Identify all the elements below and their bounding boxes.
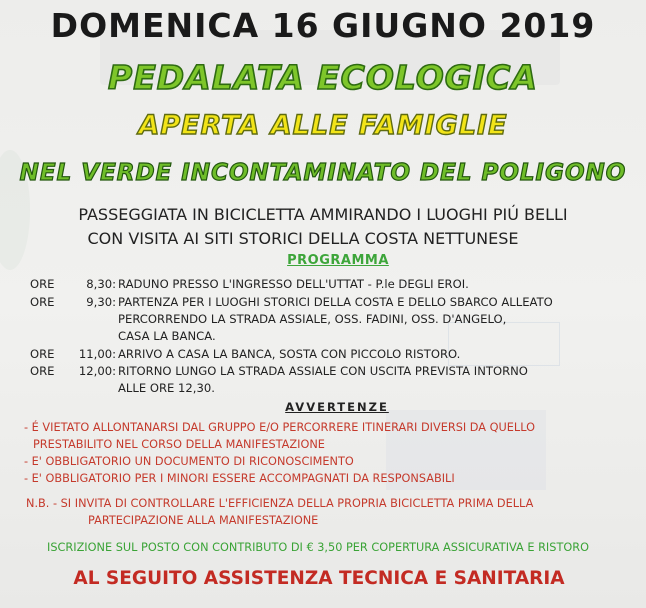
schedule-text: ARRIVO A CASA LA BANCA, SOSTA CON PICCOLO RISTORO. [118, 347, 461, 361]
poster-setting: NEL VERDE INCONTAMINATO DEL POLIGONO [19, 160, 627, 186]
poster-date: DOMENICA 16 GIUGNO 2019 [50, 6, 596, 45]
poster-audience: APERTA ALLE FAMIGLIE [138, 110, 508, 141]
subtitle-line-2: CON VISITA AI SITI STORICI DELLA COSTA NETTUNESE [87, 229, 519, 248]
schedule-text: ALLE ORE 12,30. [118, 381, 215, 395]
schedule-text: PERCORRENDO LA STRADA ASSIALE, OSS. FADINI, OSS. D'ANGELO, [118, 312, 507, 326]
warning-item: - E' OBBLIGATORIO UN DOCUMENTO DI RICONOSCIMENTO [24, 455, 354, 468]
schedule-ore-label: ORE [30, 347, 55, 361]
warnings-heading: AVVERTENZE [285, 400, 389, 414]
schedule-time: 12,00: [78, 364, 116, 378]
nb-note-line-2: PARTECIPAZIONE ALLA MANIFESTAZIONE [88, 514, 319, 527]
registration-note: ISCRIZIONE SUL POSTO CON CONTRIBUTO DI € 3,50 PER COPERTURA ASSICURATIVA E RISTORO [47, 541, 589, 554]
nb-note-line-1: N.B. - SI INVITA DI CONTROLLARE L'EFFICIENZA DELLA PROPRIA BICICLETTA PRIMA DELLA [26, 497, 534, 510]
warning-item: PRESTABILITO NEL CORSO DELLA MANIFESTAZIONE [33, 438, 325, 451]
schedule-text: PARTENZA PER I LUOGHI STORICI DELLA COSTA E DELLO SBARCO ALLEATO [118, 295, 553, 309]
schedule-text: CASA LA BANCA. [118, 329, 216, 343]
subtitle-line-1: PASSEGGIATA IN BICICLETTA AMMIRANDO I LUOGHI PIÚ BELLI [78, 205, 568, 224]
watermark-box [448, 322, 560, 366]
poster-event-title: PEDALATA ECOLOGICA [108, 58, 538, 97]
schedule-time: 9,30: [86, 295, 116, 309]
schedule-time: 11,00: [78, 347, 116, 361]
schedule-text: RADUNO PRESSO L'INGRESSO DELL'UTTAT - P.le DEGLI EROI. [118, 277, 469, 291]
schedule-text: RITORNO LUNGO LA STRADA ASSIALE CON USCITA PREVISTA INTORNO [118, 364, 528, 378]
schedule-ore-label: ORE [30, 277, 55, 291]
schedule-ore-label: ORE [30, 295, 55, 309]
warning-item: - É VIETATO ALLONTANARSI DAL GRUPPO E/O PERCORRERE ITINERARI DIVERSI DA QUELLO [24, 421, 536, 434]
program-heading: PROGRAMMA [287, 253, 389, 268]
assistance-banner: AL SEGUITO ASSISTENZA TECNICA E SANITARIA [73, 568, 565, 589]
schedule-ore-label: ORE [30, 364, 55, 378]
warning-item: - E' OBBLIGATORIO PER I MINORI ESSERE ACCOMPAGNATI DA RESPONSABILI [24, 472, 455, 485]
schedule-time: 8,30: [86, 277, 116, 291]
